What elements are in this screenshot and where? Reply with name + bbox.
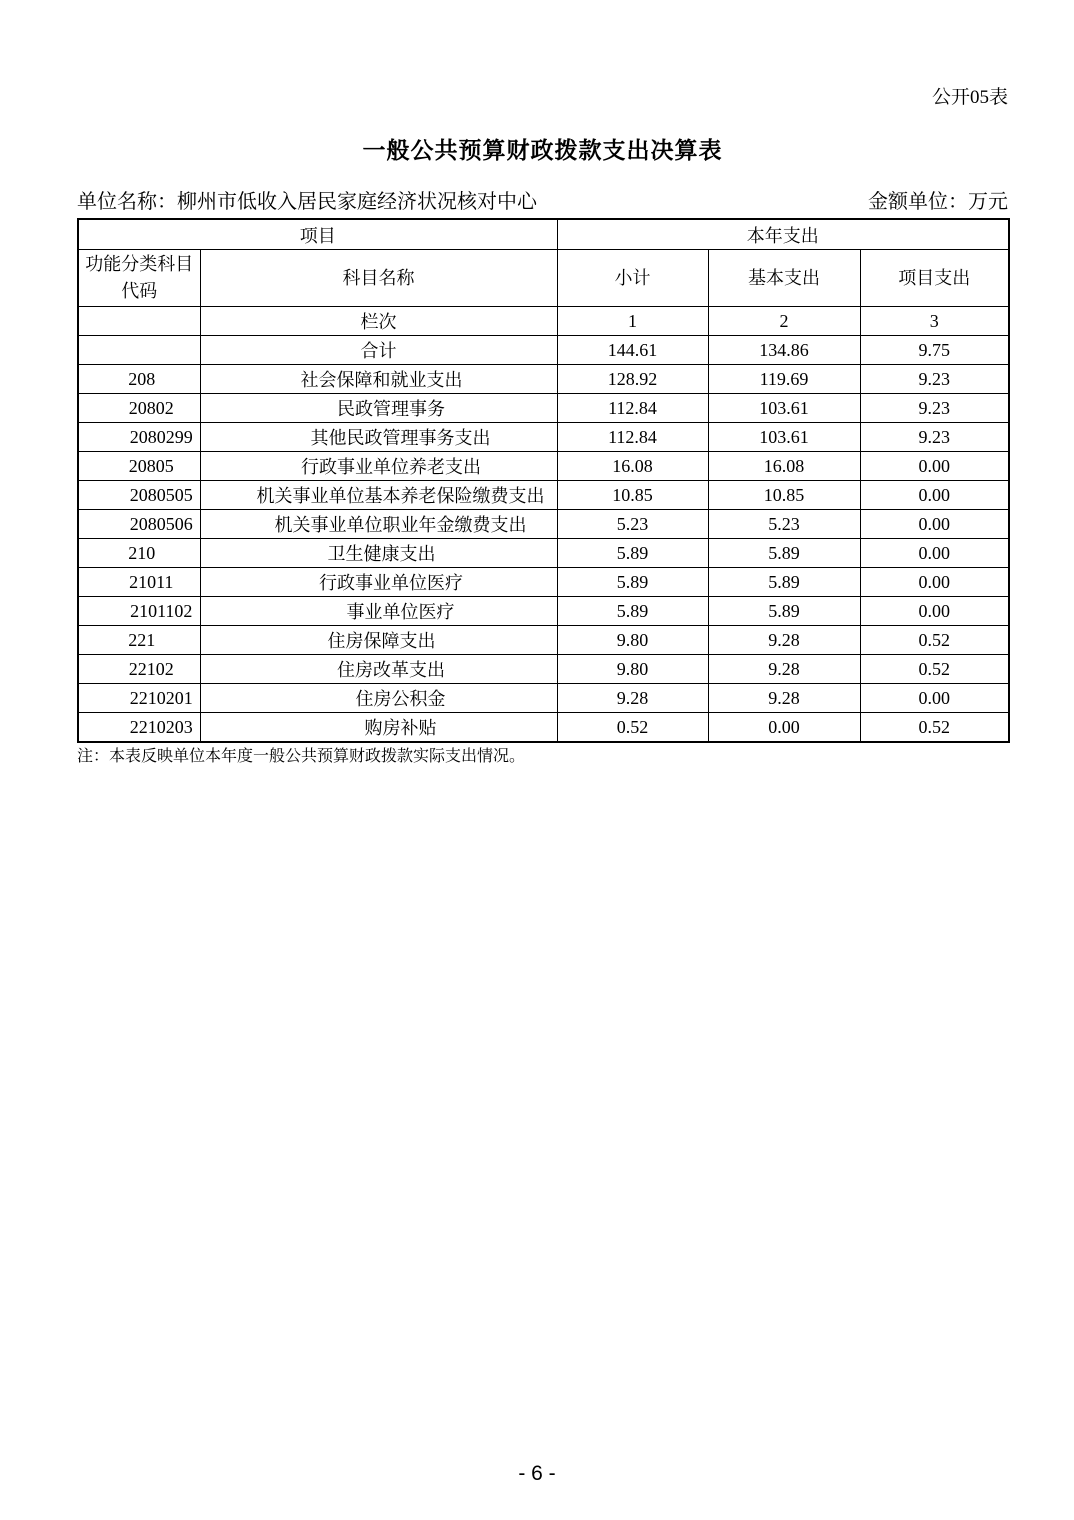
doc-label: 公开05表 bbox=[931, 87, 1008, 108]
subject-name-cell: 机关事业单位职业年金缴费支出 bbox=[200, 510, 557, 539]
table-note: 注：本表反映单位本年度一般公共预算财政拨款实际支出情况。 bbox=[77, 748, 526, 765]
subject-name-cell: 社会保障和就业支出 bbox=[200, 365, 557, 394]
project-expenditure-cell: 0.00 bbox=[860, 510, 1009, 539]
function-code-cell bbox=[78, 336, 200, 365]
index-project-cell: 3 bbox=[860, 307, 1009, 336]
table-row bbox=[78, 510, 1009, 539]
function-code-cell: 2101102 bbox=[78, 597, 200, 626]
project-expenditure-cell: 0.52 bbox=[860, 655, 1009, 684]
subject-name-cell: 卫生健康支出 bbox=[200, 539, 557, 568]
column-index-row bbox=[78, 307, 1009, 336]
table-row bbox=[78, 655, 1009, 684]
subject-name-cell: 合计 bbox=[200, 336, 557, 365]
basic-expenditure-cell: 103.61 bbox=[708, 423, 860, 452]
function-code-cell: 208 bbox=[78, 365, 200, 394]
subtotal-cell: 128.92 bbox=[557, 365, 708, 394]
table-header bbox=[78, 219, 1009, 336]
basic-expenditure-cell: 16.08 bbox=[708, 452, 860, 481]
project-expenditure-cell: 0.52 bbox=[860, 626, 1009, 655]
table-row bbox=[78, 568, 1009, 597]
function-code-cell: 20805 bbox=[78, 452, 200, 481]
document-content bbox=[77, 86, 1008, 767]
basic-expenditure-cell: 103.61 bbox=[708, 394, 860, 423]
index-basic-cell: 2 bbox=[708, 307, 860, 336]
subtotal-cell: 5.23 bbox=[557, 510, 708, 539]
table-row bbox=[78, 684, 1009, 713]
subtotal-cell: 9.80 bbox=[557, 655, 708, 684]
function-code-cell: 2080506 bbox=[78, 510, 200, 539]
group-header-row bbox=[78, 219, 1009, 250]
table-row bbox=[78, 597, 1009, 626]
basic-expenditure-cell: 9.28 bbox=[708, 626, 860, 655]
table-row bbox=[78, 394, 1009, 423]
subtotal-cell: 5.89 bbox=[557, 539, 708, 568]
col-header-function-code: 功能分类科目代码 bbox=[78, 250, 200, 307]
function-code-cell: 2080299 bbox=[78, 423, 200, 452]
index-subtotal-cell: 1 bbox=[557, 307, 708, 336]
table-body bbox=[78, 336, 1009, 743]
column-header-row bbox=[78, 250, 1009, 307]
subtotal-cell: 144.61 bbox=[557, 336, 708, 365]
table-row bbox=[78, 365, 1009, 394]
table-row bbox=[78, 452, 1009, 481]
col-header-basic-expenditure: 基本支出 bbox=[708, 250, 860, 307]
subtotal-cell: 112.84 bbox=[557, 394, 708, 423]
project-expenditure-cell: 0.00 bbox=[860, 539, 1009, 568]
subtotal-cell: 16.08 bbox=[557, 452, 708, 481]
col-header-subject-name: 科目名称 bbox=[200, 250, 557, 307]
col-header-subtotal: 小计 bbox=[557, 250, 708, 307]
function-code-cell: 2210201 bbox=[78, 684, 200, 713]
subject-name-cell: 其他民政管理事务支出 bbox=[200, 423, 557, 452]
basic-expenditure-cell: 9.28 bbox=[708, 655, 860, 684]
subject-name-cell: 购房补贴 bbox=[200, 713, 557, 743]
table-row bbox=[78, 336, 1009, 365]
subject-name-cell: 住房保障支出 bbox=[200, 626, 557, 655]
subject-name-cell: 机关事业单位基本养老保险缴费支出 bbox=[200, 481, 557, 510]
index-label-cell: 栏次 bbox=[200, 307, 557, 336]
function-code-cell: 20802 bbox=[78, 394, 200, 423]
basic-expenditure-cell: 119.69 bbox=[708, 365, 860, 394]
function-code-cell: 210 bbox=[78, 539, 200, 568]
col-header-project-expenditure: 项目支出 bbox=[860, 250, 1009, 307]
project-expenditure-cell: 9.23 bbox=[860, 365, 1009, 394]
basic-expenditure-cell: 0.00 bbox=[708, 713, 860, 743]
function-code-cell: 21011 bbox=[78, 568, 200, 597]
subtotal-cell: 9.28 bbox=[557, 684, 708, 713]
project-expenditure-cell: 0.00 bbox=[860, 568, 1009, 597]
project-expenditure-cell: 0.00 bbox=[860, 684, 1009, 713]
basic-expenditure-cell: 5.89 bbox=[708, 597, 860, 626]
basic-expenditure-cell: 9.28 bbox=[708, 684, 860, 713]
function-code-cell: 221 bbox=[78, 626, 200, 655]
subtotal-cell: 0.52 bbox=[557, 713, 708, 743]
subject-name-cell: 事业单位医疗 bbox=[200, 597, 557, 626]
subtotal-cell: 9.80 bbox=[557, 626, 708, 655]
budget-table bbox=[77, 218, 1010, 743]
basic-expenditure-cell: 10.85 bbox=[708, 481, 860, 510]
project-expenditure-cell: 9.23 bbox=[860, 423, 1009, 452]
table-row bbox=[78, 481, 1009, 510]
amount-unit-label: 金额单位：万元 bbox=[868, 191, 1008, 213]
subtotal-cell: 5.89 bbox=[557, 597, 708, 626]
function-code-cell: 22102 bbox=[78, 655, 200, 684]
subject-name-cell: 住房改革支出 bbox=[200, 655, 557, 684]
unit-name-label: 单位名称：柳州市低收入居民家庭经济状况核对中心 bbox=[77, 191, 537, 213]
basic-expenditure-cell: 5.89 bbox=[708, 568, 860, 597]
subject-name-cell: 民政管理事务 bbox=[200, 394, 557, 423]
subtotal-cell: 112.84 bbox=[557, 423, 708, 452]
function-code-cell: 2210203 bbox=[78, 713, 200, 743]
index-blank-cell bbox=[78, 307, 200, 336]
group-header-project: 项目 bbox=[78, 219, 557, 250]
info-row bbox=[77, 189, 1008, 215]
project-expenditure-cell: 9.75 bbox=[860, 336, 1009, 365]
basic-expenditure-cell: 134.86 bbox=[708, 336, 860, 365]
table-row bbox=[78, 626, 1009, 655]
basic-expenditure-cell: 5.89 bbox=[708, 539, 860, 568]
project-expenditure-cell: 0.00 bbox=[860, 481, 1009, 510]
subtotal-cell: 10.85 bbox=[557, 481, 708, 510]
page-number: - 6 - bbox=[518, 1462, 556, 1485]
page-title: 一般公共预算财政拨款支出决算表 bbox=[362, 138, 723, 163]
subject-name-cell: 住房公积金 bbox=[200, 684, 557, 713]
basic-expenditure-cell: 5.23 bbox=[708, 510, 860, 539]
table-row bbox=[78, 423, 1009, 452]
table-row bbox=[78, 539, 1009, 568]
subject-name-cell: 行政事业单位医疗 bbox=[200, 568, 557, 597]
project-expenditure-cell: 9.23 bbox=[860, 394, 1009, 423]
subject-name-cell: 行政事业单位养老支出 bbox=[200, 452, 557, 481]
project-expenditure-cell: 0.00 bbox=[860, 452, 1009, 481]
function-code-cell: 2080505 bbox=[78, 481, 200, 510]
project-expenditure-cell: 0.00 bbox=[860, 597, 1009, 626]
project-expenditure-cell: 0.52 bbox=[860, 713, 1009, 743]
subtotal-cell: 5.89 bbox=[557, 568, 708, 597]
table-row bbox=[78, 713, 1009, 743]
group-header-current-year-expenditure: 本年支出 bbox=[557, 219, 1009, 250]
